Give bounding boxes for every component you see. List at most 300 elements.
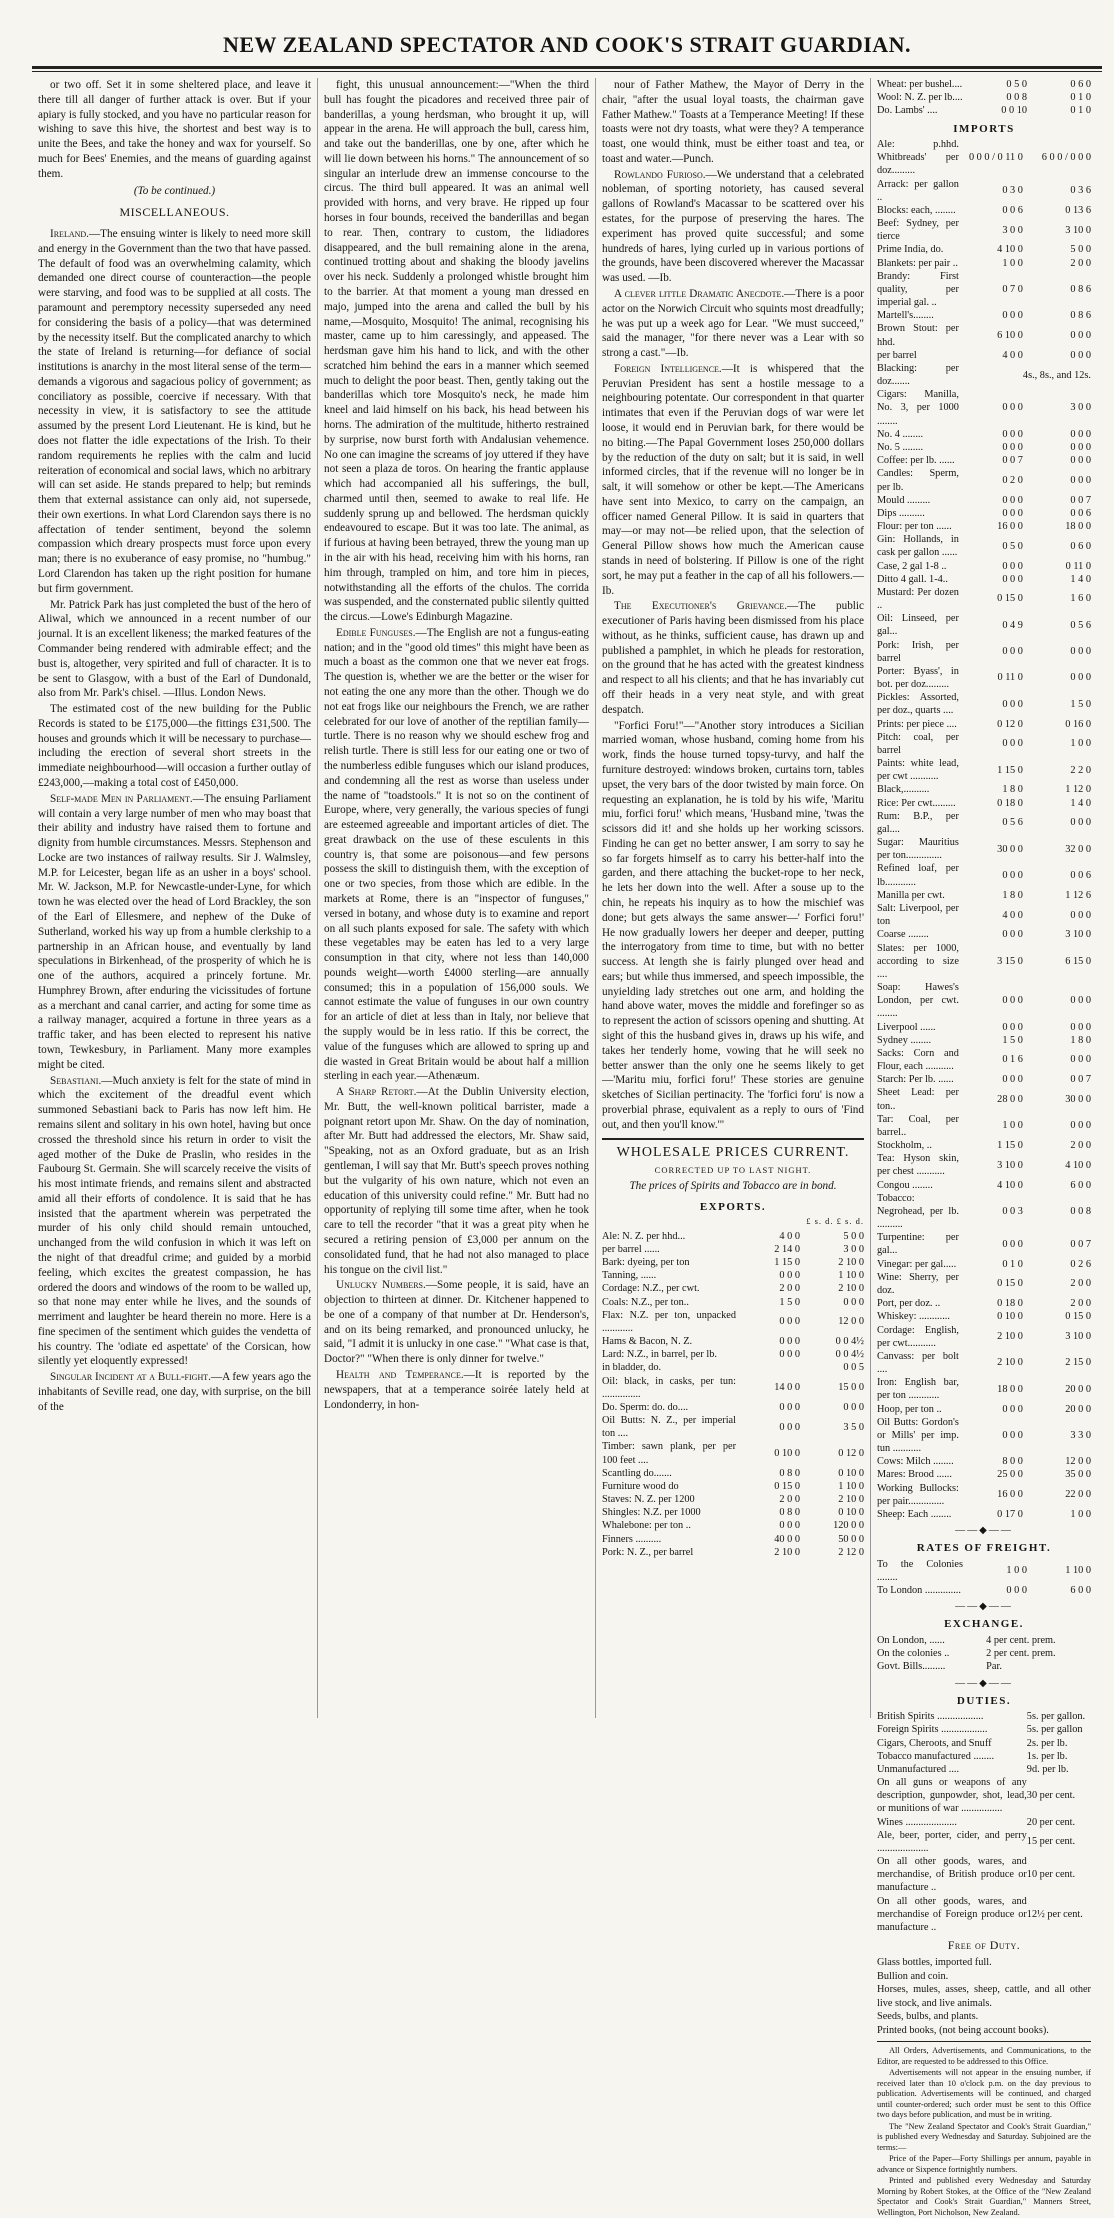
article-health-temperance: Health and Temperance.—It is reported by the newspapers, that at a temperance soirée lately held at Londonderry, in hon- xyxy=(324,1368,589,1411)
price-high: 15 0 0 xyxy=(838,1382,864,1394)
price-low: 0 10 0 xyxy=(997,1311,1023,1323)
miscellaneous-heading: MISCELLANEOUS. xyxy=(119,205,230,220)
price-item: Coals: N.Z., per ton.. xyxy=(602,1296,689,1308)
price-low: 4 0 0 xyxy=(1002,349,1023,361)
price-low xyxy=(959,362,1023,388)
price-item: Arrack: per gallon .. xyxy=(877,178,959,203)
price-item: Timber: sawn plank, per per 100 feet .... xyxy=(602,1441,736,1466)
free-of-duty-item: Horses, mules, asses, sheep, cattle, and all other live stock, and live animals. xyxy=(877,1984,1091,2009)
ornament: ——◆—— xyxy=(955,1525,1013,1537)
price-row xyxy=(877,428,1091,441)
article-bull-fight: Singular Incident at a Bull-fight.—A few years ago the inhabitants of Seville read, one day, with surprise, on the bill of the xyxy=(38,1371,311,1413)
price-high: 3 5 0 xyxy=(843,1421,864,1433)
price-high: 5 0 0 xyxy=(1070,244,1091,256)
price-high: 0 0 0 xyxy=(1070,909,1091,921)
price-row xyxy=(877,1403,1091,1416)
price-row xyxy=(877,441,1091,454)
price-item: Mares: Brood ...... xyxy=(877,1469,952,1481)
price-low: 0 12 0 xyxy=(997,718,1023,730)
price-item: Iron: English bar, per ton ............ xyxy=(877,1377,959,1402)
price-item: Sheet Lead: per ton.. xyxy=(877,1087,959,1112)
exchange-table xyxy=(877,1634,1091,1674)
price-high: 0 15 0 xyxy=(1065,1311,1091,1323)
price-high: 0 10 0 xyxy=(838,1467,864,1479)
price-item: Tanning, ...... xyxy=(602,1270,657,1282)
price-row xyxy=(877,1310,1091,1323)
price-row xyxy=(877,612,1091,638)
price-high: 0 0 8 xyxy=(1070,1205,1091,1217)
price-row xyxy=(877,1376,1091,1402)
price-low: 0 17 0 xyxy=(997,1508,1023,1520)
price-low xyxy=(736,1361,800,1374)
article-dramatic-anecdote: A clever little Dramatic Anecdote.—There is a poor actor on the Norwich Circuit who squints most dreadfully; he was put up a week ago for Lear. "We must succeed," said the manager, "for there never was a Lear with so strong a cast."—Ib. xyxy=(602,287,864,360)
price-item: To London .............. xyxy=(877,1585,961,1597)
article-edible-funguses: Edible Funguses.—The English are not a fungus-eating nation; and in the "good old times" this might have been as much a boast as the common one that we never eat frogs. The question is, whether we are the better or the wiser for not eating the one any more than the other. Though we do not eat frogs like our neighbours the French, we are rather celebrated for our love of another of the reptilian family—turtle. There is no reason why we should eschew frog and relish turtle. There is still less for our eating one or two of the numberless edible funguses which our island produces, and condemning all the rest as worse than useless under the name of "toadstools." It is not so on the continent of Europe, where, very generally, the various species of fungi are esteemed agreeable and important articles of diet. The great drawback on the use of these esculents in this country is, that some are poisonous—and few persons possess the skill to distinguish them, with the exception of one or two species, from those which are edible. In the markets at Rome, there is an "inspector of funguses," versed in botany, and whose duty is to examine and report on all such plants exposed for sale. The safety with which these vegetables may be eaten has led to a very large consumption in that city, where not less than 140,000 pounds weight—worth £4000 sterling—are annually consumed; this in a population of 156,000 souls. We cannot estimate the value of funguses in our own country for an article of diet at less than in Italy, nor believe that the supply would be in less ratio. If this be correct, the value of the funguses which are allowed to spring up and die wasted in Great Britain would be about half a million sterling in each year.—Athenæum. xyxy=(324,626,589,1083)
price-item: Blacking: per doz....... xyxy=(877,362,959,388)
price-low: 0 0 7 xyxy=(1002,455,1023,467)
price-row xyxy=(877,1416,1091,1456)
price-low: 0 0 0 xyxy=(1002,646,1023,658)
price-high: 0 6 0 xyxy=(1070,79,1091,90)
price-high: 0 0 7 xyxy=(1070,1074,1091,1086)
price-row xyxy=(877,981,1091,1021)
price-row xyxy=(602,1533,864,1546)
price-item: Prime India, do. xyxy=(877,244,944,256)
price-high: 0 0 0 xyxy=(1070,349,1091,361)
price-low: 0 15 0 xyxy=(997,593,1023,605)
price-low: 0 0 0 xyxy=(1002,995,1023,1007)
price-row xyxy=(877,1816,1091,1829)
price-item: Scantling do....... xyxy=(602,1467,672,1479)
column-2 xyxy=(317,78,595,1718)
price-row xyxy=(877,757,1091,783)
price-low: 0 0 0 / 0 11 0 xyxy=(968,152,1023,164)
price-row xyxy=(877,1192,1091,1232)
price-item: Prints: per piece .... xyxy=(877,718,957,730)
price-row xyxy=(877,1508,1091,1521)
price-item: Pickles: Assorted, per doz., quarts .... xyxy=(877,692,959,717)
ornament: ——◆—— xyxy=(955,1677,1013,1689)
price-low: 4 0 0 xyxy=(779,1230,800,1242)
price-low: 1 0 0 xyxy=(1006,1565,1027,1577)
price-high: 1 4 0 xyxy=(1070,797,1091,809)
duties-table xyxy=(877,1710,1091,1934)
price-item: Gin: Hollands, in cask per gallon ...... xyxy=(877,534,959,559)
price-item: Tea: Hyson skin, per chest ........... xyxy=(877,1153,959,1178)
price-row xyxy=(877,349,1091,362)
price-low: 1 5 0 xyxy=(1002,1034,1023,1046)
price-high: 0 0 0 xyxy=(1070,428,1091,440)
price-row xyxy=(877,1776,1091,1816)
price-low: 0 0 0 xyxy=(1002,507,1023,519)
price-high: 0 1 0 xyxy=(1070,92,1091,104)
price-row xyxy=(877,204,1091,217)
price-high: 1 5 0 xyxy=(1070,698,1091,710)
price-high: 0 0 7 xyxy=(1070,494,1091,506)
article-forfici-foru: "Forfici Foru!"—"Another story introduces a Sicilian married woman, whose husband, coming home from his work, finds the house turned topsy-turvy, and half the furniture destroyed: windows broken, curtains torn, tables upset, the very bars of the door twisted by main force. On requesting an explanation, he is told by his wife, 'Maritu miu, forfici foru!' which means, 'Husband mine, 'twas the scissors did it! and she holds up her working scissors. Finding he can get no better answer, I am sorry to say he so far forgets himself as to carry his better-half into the garden, and there attaching the bucket-rope to her neck, he lets her down into the well. After a souse up to the chin, he repeats his inquiry as to how the mischief was done; but gets always the same answer—' Forfici foru!' He now gradually lowers her deeper and deeper, putting the interrogatory from time to time, but with no better success. At length she is fairly plunged over head and ears; but while thus immersed, and speech impossible, the unyielding lady stretches out one arm, and holding the hand above water, moves the middle and forefinger so as to represent the action of scissors opening and shutting. At sight of this the husband gives in, draws up his wife, and takes her tenderly home, vowing that he will seek no better answer than the only one he seems likely to get—'Maritu miu, forfici foru!' These stories are genuine sketches of Sicilian pertinacity. The 'forfici foru' is now a proverbial phrase, equivalent as a reply to ours of 'Find out, and then you'll know.'" xyxy=(602,719,864,1131)
price-row xyxy=(877,1034,1091,1047)
price-item: Pork: N. Z., per barrel xyxy=(602,1546,694,1558)
price-low: 18 0 0 xyxy=(997,1383,1023,1395)
bond-note: The prices of Spirits and Tobacco are in bond. xyxy=(629,1180,837,1193)
price-item: Working Bullocks: per pair.............. xyxy=(877,1482,959,1507)
price-row xyxy=(602,1467,864,1480)
price-low: 0 0 0 xyxy=(1002,929,1023,941)
price-item: per barrel xyxy=(877,349,917,361)
price-row xyxy=(877,309,1091,322)
price-row xyxy=(877,902,1091,928)
price-row xyxy=(602,1480,864,1493)
price-item: Refined loaf, per lb............ xyxy=(877,863,959,888)
price-value: 30 per cent. xyxy=(1026,1790,1076,1802)
price-low: 2 10 0 xyxy=(997,1357,1023,1369)
price-item: Whiskey: ............ xyxy=(877,1311,950,1323)
price-high: 0 0 0 xyxy=(1070,1054,1091,1066)
price-row xyxy=(877,783,1091,796)
price-row xyxy=(877,1468,1091,1481)
price-item: Soap: Hawes's London, per cwt. ........ xyxy=(877,982,959,1020)
price-high: 2 0 0 xyxy=(1070,1278,1091,1290)
article-executioner: The Executioner's Grievance.—The public executioner of Paris having been dismissed from his place without, as he thinks, sufficient cause, has drawn up and published a pamphlet, in which he pleads for restoration, on the ground that he has acted with the greatest kindness and respect to all his clients; and that he has invariably cut off their heads in a very neat style, and with great despatch. xyxy=(602,600,864,716)
price-row xyxy=(877,1086,1091,1112)
price-item: Wheat: per bushel.... xyxy=(877,79,963,90)
price-item: Tobacco: Negrohead, per lb. .......... xyxy=(877,1192,959,1231)
article-foreign-intelligence: Foreign Intelligence.—It is whispered that the Peruvian President has sent a hostile message to a neighbouring potentate. Our correspondent in that quarter intimates that even if the Peruvian dogs of war were let loose, it would end in Peruvian bark, for there would be no biting.—The Papal Government loses 250,000 dollars by the reduction of the duty on salt; but it is said, in well informed circles, that if the revenue will no longer be in salt, it will somehow or other be kept.—The Americans have sent into Mexico, to carry on the campaign, an officer named General Pillow. It is said in quarters that may—or may not—be relied upon, that the selection of General Pillow shows how much the American cause stands in need of bolstering. If Pillow is one of the right sort, he may put a feather in the cap of all his followers.—Ib. xyxy=(602,362,864,597)
price-high: 0 0 0 xyxy=(1070,1021,1091,1033)
price-row xyxy=(877,1113,1091,1139)
price-item: Port, per doz. .. xyxy=(877,1298,941,1310)
price-low: 0 11 0 xyxy=(997,672,1023,684)
price-low: 40 0 0 xyxy=(774,1533,800,1545)
price-row xyxy=(602,1256,864,1269)
price-high: 1 12 0 xyxy=(1065,784,1091,796)
price-high: 2 0 0 xyxy=(1070,257,1091,269)
price-item: per barrel ...... xyxy=(602,1243,660,1255)
top-prices-table xyxy=(877,78,1091,118)
price-row xyxy=(877,1855,1091,1895)
price-row xyxy=(602,1401,864,1414)
price-low: 1 5 0 xyxy=(779,1296,800,1308)
price-high: 0 8 6 xyxy=(1070,283,1091,295)
price-high: 3 10 0 xyxy=(1065,224,1091,236)
price-high: 0 0 7 xyxy=(1070,1238,1091,1250)
masthead-rule-thin xyxy=(32,71,1102,72)
price-row xyxy=(877,1271,1091,1297)
price-high: 2 0 0 xyxy=(1070,1140,1091,1152)
price-low: 0 7 0 xyxy=(1002,283,1023,295)
price-low: 3 0 0 xyxy=(1002,224,1023,236)
price-high: 3 0 0 xyxy=(1070,402,1091,414)
exports-table xyxy=(602,1230,864,1559)
price-row xyxy=(877,1584,1091,1597)
to-be-continued: (To be continued.) xyxy=(133,185,216,198)
price-high: 0 6 0 xyxy=(1070,540,1091,552)
price-low: 4 10 0 xyxy=(997,1179,1023,1191)
price-value: 9d. per lb. xyxy=(1026,1763,1069,1775)
price-high: 0 16 0 xyxy=(1065,718,1091,730)
price-item: Slates: per 1000, according to size .... xyxy=(877,942,959,980)
price-high: 2 12 0 xyxy=(838,1546,864,1558)
price-row xyxy=(877,388,1091,428)
price-low: 0 5 6 xyxy=(1002,817,1023,829)
price-high: 0 0 0 xyxy=(1070,646,1091,658)
imports-heading: IMPORTS xyxy=(953,122,1015,135)
price-row xyxy=(877,533,1091,559)
price-item: On all other goods, wares, and merchandise, of British produce or manufacture .. xyxy=(877,1856,1027,1894)
price-item: Coarse ........ xyxy=(877,929,929,941)
price-item: Wine: Sherry, per doz. xyxy=(877,1271,959,1296)
price-low: 0 4 9 xyxy=(1002,619,1023,631)
article-sebastiani: Sebastiani.—Much anxiety is felt for the state of mind in which the excitement of the dreadful event which summoned Sebastiani back to Paris has now left him. He remains silent and solitary in his own hotel, having but once crossed the threshold since his return in order to visit the aged mother of the Duke de Praslin, who resides in the Faubourg St. Germain. She will scarcely receive the visits of his most intimate friends, and remains silent and abstracted amid all their efforts of condolence. It is said that he has insisted that the apartment wherein was perpetrated the murder of his only child should remain untouched, unchanged from the wild confusion in which it was left on the night of that dreadful crime; and guided by a morbid feeling, which excites the greatest compassion, he has ordered the doors and windows of the room to be walled up, so that none may enter while he lives, and the sounds of merriment and laughter be heard therein no more. Here is a fine specimen of the sentiment which guides the vendetta of his country. The 'odiate ed aspettate' of the Corsican, how silently yet eloquently expressed! xyxy=(38,1074,311,1368)
price-row xyxy=(877,1737,1091,1750)
price-low: 0 0 0 xyxy=(1002,1429,1023,1441)
price-item: Ditto 4 gall. 1-4.. xyxy=(877,573,948,585)
price-row xyxy=(877,586,1091,612)
price-item: Shingles: N.Z. per 1000 xyxy=(602,1507,701,1519)
price-low: 0 0 0 xyxy=(1006,1585,1027,1597)
ornament: ——◆—— xyxy=(955,1601,1013,1613)
price-high: 120 0 0 xyxy=(833,1520,864,1532)
price-row xyxy=(877,797,1091,810)
price-item: Hams & Bacon, N. Z. xyxy=(602,1336,693,1348)
price-row xyxy=(877,1895,1091,1935)
price-row xyxy=(877,1258,1091,1271)
price-row xyxy=(877,1647,1091,1660)
price-item: Sydney ........ xyxy=(877,1034,932,1046)
price-row xyxy=(602,1546,864,1559)
price-high: 4 10 0 xyxy=(1065,1159,1091,1171)
price-item: Sacks: Corn and Flour, each ........... xyxy=(877,1047,959,1073)
price-item: Cows: Milch ........ xyxy=(877,1456,954,1468)
price-low: 0 0 0 xyxy=(1002,1021,1023,1033)
price-item: Mustard: Per dozen .. xyxy=(877,586,959,612)
price-high: 2 2 0 xyxy=(1070,764,1091,776)
price-row xyxy=(602,1375,864,1401)
price-row xyxy=(877,718,1091,731)
price-high: 0 0 4½ xyxy=(835,1336,864,1348)
price-item: Rice: Per cwt......... xyxy=(877,797,956,809)
price-high: 0 0 4½ xyxy=(835,1349,864,1361)
price-row xyxy=(877,178,1091,204)
price-high: 2 10 0 xyxy=(838,1257,864,1269)
price-item: Tar: Coal, per barrel.. xyxy=(877,1113,959,1138)
article-unlucky-numbers: Unlucky Numbers.—Some people, it is said, have an objection to thirteen at dinner. Dr. Kitchener happened to be one of a company of that number at Dr. Henderson's, and on its being remarked, and pronounced unlucky, he said, "I admit it is unlucky in one case." "What case is that, Doctor?" "When there is only dinner for twelve." xyxy=(324,1279,589,1366)
price-item: British Spirits .................. xyxy=(877,1711,984,1723)
price-low: 2 10 0 xyxy=(997,1331,1023,1343)
price-high: 3 0 0 xyxy=(843,1243,864,1255)
price-row xyxy=(877,560,1091,573)
price-row xyxy=(877,1558,1091,1584)
corrected-note: CORRECTED UP TO LAST NIGHT. xyxy=(654,1164,812,1175)
price-low: 0 0 0 xyxy=(1002,441,1023,453)
price-item: Bark: dyeing, per ton xyxy=(602,1257,690,1269)
price-item: Lard: N.Z., in barrel, per lb. xyxy=(602,1349,717,1361)
price-low: 3 10 0 xyxy=(997,1159,1023,1171)
price-item: Cordage: English, per cwt........... xyxy=(877,1324,959,1349)
article-temperance-cont: nour of Father Mathew, the Mayor of Derry in the chair, "after the usual loyal toasts, the chairman gave Father Mathew." Toasts at a Temperance Meeting! If these toasts were not dry toasts, what were they? A temperance toast, one would think, must be either toast and tea, or toast and water.—Punch. xyxy=(602,79,864,165)
price-row xyxy=(877,1710,1091,1723)
price-item: Ale, beer, porter, cider, and perry .................... xyxy=(877,1829,1027,1854)
price-low: 16 0 0 xyxy=(997,521,1023,533)
price-item: To the Colonies ........ xyxy=(877,1558,963,1583)
price-high: 5 0 0 xyxy=(843,1230,864,1242)
price-low: 0 0 10 xyxy=(1001,105,1027,117)
price-value: 2 per cent. prem. xyxy=(986,1648,1056,1660)
price-high: 20 0 0 xyxy=(1065,1383,1091,1395)
price-item: Blankets: per pair .. xyxy=(877,257,958,269)
price-row xyxy=(602,1361,864,1374)
price-row xyxy=(877,1750,1091,1763)
price-high: 1 10 0 xyxy=(838,1270,864,1282)
price-item: Do. Sperm: do. do.... xyxy=(602,1401,689,1413)
price-item: Staves: N. Z. per 1200 xyxy=(602,1494,695,1506)
price-item: Cigars: Manilla, No. 3, per 1000 ........ xyxy=(877,389,959,427)
price-low: 0 15 0 xyxy=(774,1480,800,1492)
price-row xyxy=(877,1482,1091,1508)
price-value: 15 per cent. xyxy=(1026,1836,1076,1848)
price-row xyxy=(602,1230,864,1243)
columns xyxy=(32,78,1102,2217)
price-low: 0 0 0 xyxy=(1002,494,1023,506)
price-high: 2 10 0 xyxy=(838,1283,864,1295)
price-row xyxy=(877,1152,1091,1178)
free-of-duty-item: Bullion and coin. xyxy=(877,1970,949,1982)
price-item: Wines .................... xyxy=(877,1816,957,1828)
price-value: 2s. per lb. xyxy=(1026,1737,1068,1749)
price-item: Cordage: N.Z., per cwt. xyxy=(602,1283,700,1295)
price-value: Par. xyxy=(986,1661,1002,1673)
price-low: 8 0 0 xyxy=(1002,1456,1023,1468)
price-row xyxy=(877,243,1091,256)
price-high: 0 0 0 xyxy=(843,1296,864,1308)
price-item: Stockholm, .. xyxy=(877,1140,932,1152)
price-high: 30 0 0 xyxy=(1065,1093,1091,1105)
price-item: Pork: Irish, per barrel xyxy=(877,639,959,664)
price-row xyxy=(877,1763,1091,1776)
price-high: 0 5 6 xyxy=(1070,619,1091,631)
price-value: 1s. per lb. xyxy=(1026,1750,1068,1762)
article-rowlando: Rowlando Furioso.—We understand that a celebrated nobleman, of sporting notoriety, has caused several gallons of Rowland's Macassar to be scattered over his estates, for the purpose of preserving the hares. The experiment has proved quite successful; and some hundreds of hares, lying curled up in various portions of the grounds, have been discovered wherever the Macassar was used. —Ib. xyxy=(602,168,864,285)
price-low: 2 0 0 xyxy=(779,1494,800,1506)
price-high: 1 0 0 xyxy=(1070,1508,1091,1520)
price-item: Starch: Per lb. ...... xyxy=(877,1074,954,1086)
price-item: Coffee: per lb. ...... xyxy=(877,455,955,467)
price-low: 0 8 0 xyxy=(779,1507,800,1519)
price-item: Furniture wood do xyxy=(602,1480,679,1492)
price-row xyxy=(602,1348,864,1361)
price-low: 0 5 0 xyxy=(1002,540,1023,552)
price-high: 1 8 0 xyxy=(1070,1034,1091,1046)
price-high: 0 0 5 xyxy=(843,1362,864,1374)
price-row xyxy=(877,1047,1091,1073)
price-row xyxy=(602,1506,864,1519)
price-value: 12½ per cent. xyxy=(1026,1908,1083,1920)
price-item: Govt. Bills......... xyxy=(877,1661,946,1673)
price-high: 4s., 8s., and 12s. xyxy=(1022,369,1091,381)
price-row xyxy=(877,1829,1091,1855)
price-row xyxy=(877,1350,1091,1376)
price-item: Whalebone: per ton .. xyxy=(602,1520,691,1532)
price-low: 0 0 0 xyxy=(1002,1074,1023,1086)
price-row xyxy=(877,507,1091,520)
price-low: 2 10 0 xyxy=(774,1546,800,1558)
price-item: Oil Butts: Gordon's or Mills' per imp. tun ........... xyxy=(877,1416,959,1455)
free-of-duty-item: Seeds, bulbs, and plants. xyxy=(877,2011,979,2023)
price-low: 0 0 0 xyxy=(1002,573,1023,585)
price-high: 12 0 0 xyxy=(1065,1456,1091,1468)
price-high: 1 10 0 xyxy=(1065,1565,1091,1577)
price-item: Dips .......... xyxy=(877,507,925,519)
price-high: 0 0 0 xyxy=(1070,995,1091,1007)
column-3 xyxy=(595,78,870,1718)
article-public-records: The estimated cost of the new building for the Public Records is stated to be £175,000—the fittings £31,500. The houses and grounds which it will be necessary to purchase—including the erection of several short streets in the immediate neighbourhood—will occasion a further outlay of £243,000,—making a total cost of £450,000. xyxy=(38,703,311,789)
publisher-notice xyxy=(877,2041,1091,2218)
price-high: 0 0 0 xyxy=(1070,330,1091,342)
price-item: Do. Lambs' .... xyxy=(877,105,938,117)
price-high: 0 13 6 xyxy=(1065,204,1091,216)
price-low: 0 0 0 xyxy=(1002,402,1023,414)
price-low: 14 0 0 xyxy=(774,1382,800,1394)
price-low: 0 3 0 xyxy=(1002,185,1023,197)
price-item: Salt: Liverpool, per ton xyxy=(877,903,959,928)
price-item: Martell's........ xyxy=(877,310,934,322)
price-row xyxy=(877,731,1091,757)
price-row xyxy=(877,862,1091,888)
price-low: 28 0 0 xyxy=(997,1093,1023,1105)
price-low: 1 8 0 xyxy=(1002,889,1023,901)
price-item: No. 4 ........ xyxy=(877,428,924,440)
price-row xyxy=(602,1414,864,1440)
notice-paragraph: All Orders, Advertisements, and Communications, to the Editor, are requested to be addressed to this Office. xyxy=(877,2046,1091,2066)
price-high: 0 3 6 xyxy=(1070,185,1091,197)
price-low: 0 1 0 xyxy=(1002,1258,1023,1270)
price-item: Paints: white lead, per cwt ........... xyxy=(877,758,959,783)
price-item: Turpentine: per gal... xyxy=(877,1232,959,1257)
price-row xyxy=(877,810,1091,836)
price-row xyxy=(877,1324,1091,1350)
price-item: Rum: B.P., per gal.... xyxy=(877,810,959,835)
price-item: Ale: N. Z. per hhd... xyxy=(602,1230,686,1242)
price-row xyxy=(602,1269,864,1282)
price-row xyxy=(602,1335,864,1348)
price-value: 10 per cent. xyxy=(1026,1869,1076,1881)
price-low: 1 8 0 xyxy=(1002,784,1023,796)
price-high: 3 3 0 xyxy=(1070,1429,1091,1441)
price-row xyxy=(877,78,1091,91)
free-of-duty-heading: Free of Duty. xyxy=(947,1938,1021,1953)
price-low: 0 0 3 xyxy=(1002,1205,1023,1217)
price-high: 2 10 0 xyxy=(838,1494,864,1506)
price-low: 25 0 0 xyxy=(997,1469,1023,1481)
price-row xyxy=(877,1073,1091,1086)
price-high: 0 10 0 xyxy=(838,1507,864,1519)
price-low: 2 0 0 xyxy=(779,1283,800,1295)
price-high: 0 0 6 xyxy=(1070,870,1091,882)
price-high: 6 0 0 / 0 0 0 xyxy=(1041,152,1091,164)
price-row xyxy=(877,454,1091,467)
price-item: Congou ........ xyxy=(877,1179,933,1191)
price-low: 0 0 0 xyxy=(779,1421,800,1433)
price-high: 50 0 0 xyxy=(838,1533,864,1545)
article-bull-fight-cont: fight, this unusual announcement:—"When the third bull has fought the picadores and received three pair of banderillas, a young herdsman, who brought it up, will appear in the arena. He will approach the bull, caress him, and take out the banderillas, one by one, after which he will lie down between his horns." The announcement of so singular an interlude drew an immense concourse to the circus. The third bull appeared. It was an animal well provided with horns, and very brave. He ripped up four horses in four bounds, received the banderillas and began to rear. Then, contrary to custom, the lidiadores disappeared, and the bull remaining alone in the arena, continued trotting about and shaking the bloody javelins over his neck. Suddenly a prolonged whistle brought him to the barrier. At that moment a young man dressed en majo, jumped into the arena and called the bull by his name,—Mosquito, Mosquito! The animal, recognising his master, came up to him caressingly, and appeased. The herdsman gave him his hand to lick, and with the other scratched him behind the ears in a manner which seemed much to delight the poor beast. Then, gently taking out the banderillas which tore Mosquito's neck, he made him kneel and laid himself on his back, his head between his horns. The admiration of the multitude, hitherto restrained by surprise, now burst forth with Andalusian vehemence. No one can imagine the screams of joy uttered if they have not seen a plaza de toros. On hearing the frantic applause which had accompanied all his sufferings, the bull, charmed until then, seemed to awake to real life. He suddenly sprung up and bellowed. The herdsman quickly endeavoured to escape. But it was too late. The animal, as if furious at having been betrayed, threw the young man up in the air with his head, receiving him with his horns, ran him through, trampled on him, and tore him in pieces, notwithstanding all the efforts of the chulos. The corrida was suspended, and the consternated public silently quitted the circus.—Lowe's Edinburgh Magazine. xyxy=(324,79,590,624)
price-high: 0 0 0 xyxy=(1070,817,1091,829)
price-high: 20 0 0 xyxy=(1065,1403,1091,1415)
price-high: 6 15 0 xyxy=(1065,955,1091,967)
price-value: 20 per cent. xyxy=(1026,1816,1076,1828)
price-low: 30 0 0 xyxy=(997,843,1023,855)
price-high: 6 0 0 xyxy=(1070,1585,1091,1597)
price-low: 0 0 0 xyxy=(779,1270,800,1282)
